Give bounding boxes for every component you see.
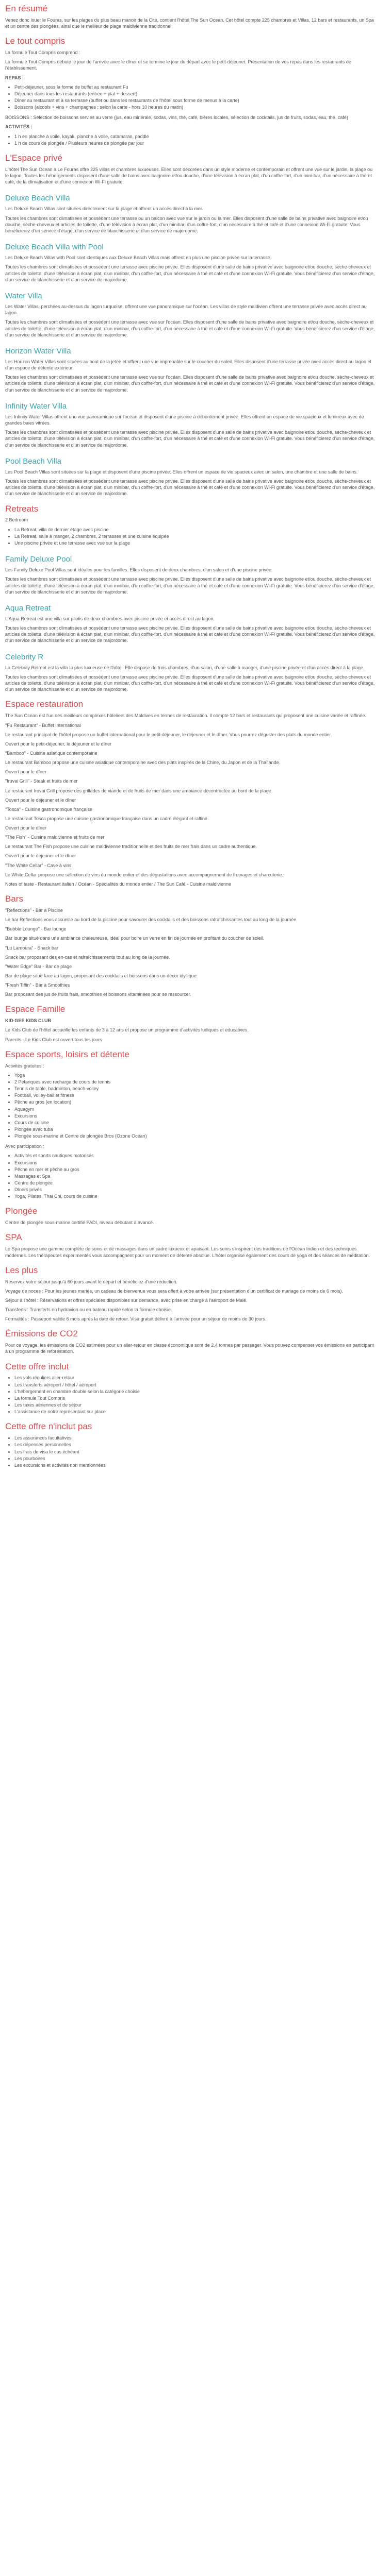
restaurant-hours: Ouvert pour le dîner — [5, 825, 47, 831]
list-item: • L'hébergement en chambre double selon la catégorie choisie — [14, 1388, 376, 1395]
intro-paragraph: Venez donc louer le Fouras, sur les plages du plus beau manoir de la Cité, contient l'hôtel The Sun Ocean. Cet hôtel compte 225 chambres et Villas, 12 bars et restaurants, un Spa et un centre des plongées, ainsi que le meilleur de plage maldivienne traditionnel. — [5, 17, 374, 29]
section-title-family: Espace Famille — [5, 1004, 66, 1014]
list-item: • Football, volley-ball et fitness — [14, 1092, 376, 1098]
diving-text: Centre de plongée sous-marine certifié PADI, niveau débutant à avancé. — [5, 1220, 154, 1226]
list-item: • Plongée sous-marine et Centre de plongée Bros (Ozone Ocean) — [14, 1133, 376, 1139]
list-item: • Boissons (alcools + vins + champagnes : selon la carte - hors 10 heures du matin) — [14, 104, 376, 110]
room-paragraph: L'Aqua Retreat est une villa sur pilotis de deux chambres avec piscine privée et accès direct au lagon. — [5, 616, 215, 622]
list-item: • Pêche en mer et pêche au gros — [14, 1166, 376, 1173]
restaurant-name: "Bamboo" - Cuisine asiatique contemporaine — [5, 750, 97, 756]
restaurant-desc: Le restaurant principal de l'hôtel propose un buffet international pour le petit-déjeuner, le déjeuner et le dîner. Vous pourrez déguster des plats du monde entier. — [5, 732, 332, 737]
list-item: • La formule Tout Compris — [14, 1395, 376, 1401]
room-paragraph: Toutes les chambres sont climatisées et possèdent une terrasse avec piscine privée. Elles disposent d'une salle de bains privative avec baignoire et/ou douche, sèche-cheveux et articles de toilette, d'une télévision à écran plat, d'un minibar, d'un coffre-fort, d'un nécessaire à thé et café et d'une connexion Wi-Fi gratuite. Vous bénéficierez d'un service d'étage, d'un service de blanchisserie et d'un service de majordome. — [5, 430, 375, 448]
list-item: • Excursions — [14, 1160, 376, 1166]
restaurant-desc: Le White Cellar propose une sélection de vins du monde entier et des dégustations avec accompagnement de fromages et charcuterie. — [5, 872, 283, 877]
room-title: Water Villa — [5, 291, 42, 300]
list-item: • Cours de cuisine — [14, 1120, 376, 1126]
restaurant-list — [5, 722, 376, 888]
restaurant-item — [5, 806, 376, 831]
section-title-restaurants: Espace restauration — [5, 699, 84, 709]
section-title-private-space: L'Espace privé — [5, 152, 62, 163]
bar-name: "Lu Lamoura" - Snack bar — [5, 945, 58, 951]
list-item: • Les taxes aériennes et de séjour — [14, 1402, 376, 1408]
section-title-bars: Bars — [5, 894, 23, 904]
list-item: • Dîners privés — [14, 1187, 376, 1193]
restaurant-name: "Tosca" - Cuisine gastronomique française — [5, 806, 92, 812]
room-title: Family Deluxe Pool — [5, 555, 72, 564]
restaurant-hours: Ouvert pour le déjeuner et le dîner — [5, 853, 76, 859]
list-item: • Tennis de table, badminton, beach-volley — [14, 1086, 376, 1092]
list-item: • Yoga — [14, 1072, 376, 1078]
list-item: • L'assistance de notre représentant sur place — [14, 1409, 376, 1415]
restaurant-hours: Notes of taste - Restaurant italien / Océan - Spécialités du monde entier / The Sun Café - Cuisine maldivienne — [5, 881, 232, 887]
bar-desc: Bar lounge situé dans une ambiance chaleureuse, idéal pour boire un verre en fin de journée en profitant du coucher de soleil. — [5, 936, 265, 941]
room-paragraph: Toutes les chambres sont climatisées et possèdent une terrasse avec piscine privée. Elles disposent d'une salle de bains privative avec baignoire et/ou douche, sèche-cheveux et articles de toilette, d'une télévision à écran plat, d'un minibar, d'un coffre-fort, d'un nécessaire à thé et café et d'une connexion Wi-Fi gratuite. Vous bénéficierez d'un service d'étage, d'un service de blanchisserie et d'un service de majordome. — [5, 674, 375, 692]
activities-label: ACTIVITÉS : — [5, 124, 32, 130]
list-item: • Plongée avec tuba — [14, 1126, 376, 1132]
section-title-extras: Les plus — [5, 1265, 38, 1275]
leisure-list — [5, 1072, 376, 1139]
section-title-leisure: Espace sports, loisirs et détente — [5, 1049, 129, 1059]
restaurant-item — [5, 750, 376, 775]
list-item: • 1 h de cours de plongée / Plusieurs heures de plongée par jour — [14, 140, 376, 146]
list-item: • Une piscine privée et une terrasse avec vue sur la plage — [14, 540, 376, 546]
family-bottom: Parents - Le Kids Club est ouvert tous les jours — [5, 1037, 102, 1042]
bar-list — [5, 907, 376, 997]
bar-item — [5, 907, 376, 923]
extra-line: Voyage de noces : Pour les jeunes mariés, un cadeau de bienvenue vous sera offert à votre arrivée (sur présentation d'un certificat de mariage de moins de 6 mois). — [5, 1288, 343, 1294]
extra-line: Séjour à l'hôtel : Réservations et offres spéciales disponibles sur demande, avec prise en charge à l'aéroport de Malé. — [5, 1297, 248, 1303]
list-item: • La Retreat, salle à manger, 2 chambres, 2 terrasses et une cuisine équipée — [14, 533, 376, 539]
room-title: Deluxe Beach Villa with Pool — [5, 243, 104, 252]
list-item: • 2 Pétanques avec recharge de cours de tennis — [14, 1079, 376, 1085]
section-title-intro: En résumé — [5, 4, 48, 13]
bar-desc: Bar de plage situé face au lagon, proposant des cocktails et boissons dans un décor idyllique. — [5, 973, 198, 978]
section-title-included: Cette offre inclut — [5, 1361, 69, 1371]
bar-desc: Bar proposant des jus de fruits frais, smoothies et boissons vitaminées pour se ressourcer. — [5, 992, 191, 997]
list-item: • Dîner au restaurant et à sa terrasse (buffet ou dans les restaurants de l'hôtel sous forme de menus à la carte) — [14, 97, 376, 104]
section-title-not-included: Cette offre n'inclut pas — [5, 1421, 92, 1432]
restaurant-name: "The Fish" - Cuisine maldivienne et fruits de mer — [5, 835, 105, 840]
list-item: • Déjeuner dans tous les restaurants (entrée + plat + dessert) — [14, 91, 376, 97]
list-item: • Excursions — [14, 1113, 376, 1119]
bar-desc: Snack bar proposant des en-cas et rafraîchissements tout au long de la journée. — [5, 954, 170, 960]
list-item: • Massages et Spa — [14, 1173, 376, 1179]
bar-item — [5, 963, 376, 979]
bar-item — [5, 982, 376, 997]
room-paragraph: Les Deluxe Beach Villas with Pool sont identiques aux Deluxe Beach Villas mais offrent en plus une piscine privée sur la terrasse. — [5, 255, 272, 261]
restaurant-hours: Ouvert pour le déjeuner et le dîner — [5, 797, 76, 803]
extra-line: Réservez votre séjour jusqu'à 60 jours avant le départ et bénéficiez d'une réduction. — [5, 1279, 178, 1284]
section-title-spa: SPA — [5, 1232, 22, 1243]
room-title: Deluxe Beach Villa — [5, 194, 70, 203]
list-item: • La Retreat, villa de dernier étage avec piscine — [14, 527, 376, 533]
leisure-paid-title: Avec participation : — [5, 1144, 44, 1149]
room-paragraph: Toutes les chambres sont climatisées et possèdent une terrasse avec vue sur l'océan. Elles disposent d'une salle de bains privative avec baignoire et/ou douche, sèche-cheveux et articles de toilette, d'une télévision à écran plat, d'un minibar, d'un coffre-fort, d'un nécessaire à thé et café et d'une connexion Wi-Fi gratuite. Vous bénéficierez d'un service d'étage, d'un service de blanchisserie et d'un service de majordome. — [5, 375, 375, 393]
list-item: • Pêche au gros (en location) — [14, 1099, 376, 1105]
meals-list — [5, 84, 376, 111]
list-item: • Les pourboires — [14, 1455, 376, 1462]
room-list-2 — [5, 554, 376, 692]
drinks-paragraph: BOISSONS : Sélection de boissons servies au verre (jus, eau minérale, sodas, vins, thé, café, bières locales, sélection de cocktails, jus de fruits, sodas, eau, thé, café) — [5, 115, 348, 121]
restaurant-name: "Iruvai Grill" - Steak et fruits de mer — [5, 778, 78, 784]
room-paragraph: Toutes les chambres sont climatisées et possèdent une terrasse avec vue sur l'océan. Elles disposent d'une salle de bains privative avec baignoire et/ou douche, sèche-cheveux et articles de toilette, d'une télévision à écran plat, d'un minibar, d'un coffre-fort, d'un nécessaire à thé et café et d'une connexion Wi-Fi gratuite. Vous bénéficierez d'un service d'étage, d'un service de blanchisserie et d'un service de majordome. — [5, 319, 375, 337]
restaurant-desc: Le restaurant Iruvai Grill propose des grillades de viande et de fruits de mer dans une ambiance décontractée au bord de la plage. — [5, 788, 273, 793]
leisure-intro: Activités gratuites : — [5, 1063, 44, 1069]
all-inclusive-meals-label: REPAS : — [5, 75, 24, 80]
room-list — [5, 193, 376, 497]
list-item: • Aquagym — [14, 1106, 376, 1112]
room-paragraph: Toutes les chambres sont climatisées et possèdent une terrasse avec piscine privée. Elles disposent d'une salle de bains privative avec baignoire et/ou douche, sèche-cheveux et articles de toilette, d'une télévision à écran plat, d'un minibar, d'un coffre-fort, d'un nécessaire à thé et café et d'une connexion Wi-Fi gratuite. Vous bénéficierez d'un service d'étage, d'un service de blanchisserie et d'un service de majordome. — [5, 625, 375, 643]
room-title: Pool Beach Villa — [5, 456, 61, 466]
bar-item — [5, 945, 376, 960]
restaurants-intro: The Sun Ocean est l'un des meilleurs complexes hôteliers des Maldives en termes de restauration. Il compte 12 bars et restaurants qui proposent une cuisine variée et raffinée. — [5, 713, 366, 719]
restaurant-name: "The White Cellar" - Cave à vins — [5, 862, 72, 868]
list-item: • Les frais de visa le cas échéant — [14, 1449, 376, 1455]
not-included-list — [5, 1435, 376, 1468]
list-item: • Centre de plongée — [14, 1180, 376, 1186]
room-paragraph: Toutes les chambres sont climatisées et possèdent une terrasse avec piscine privée. Elles disposent d'une salle de bains privative avec baignoire et/ou douche, sèche-cheveux et articles de toilette, d'une télévision à écran plat, d'un minibar, d'un coffre-fort, d'un nécessaire à thé et café et d'une connexion Wi-Fi gratuite. Vous bénéficierez d'un service d'étage, d'un service de blanchisserie et d'un service de majordome. — [5, 577, 375, 595]
list-item: • Les dépenses personnelles — [14, 1442, 376, 1448]
list-item: • Les vols réguliers aller-retour — [14, 1375, 376, 1381]
all-inclusive-p1: La formule Tout Compris comprend : — [5, 50, 80, 56]
room-paragraph: Les Deluxe Beach Villas sont situées directement sur la plage et offrent un accès direct à la mer. — [5, 206, 203, 212]
family-intro: Le Kids Club de l'hôtel accueille les enfants de 3 à 12 ans et propose un programme d'activités ludiques et éducatives. — [5, 1027, 249, 1033]
restaurant-item — [5, 722, 376, 747]
list-item: • Les transferts aéroport / hôtel / aéroport — [14, 1382, 376, 1388]
section-title-all-inclusive: Le tout compris — [5, 36, 66, 46]
extra-line: Formalités : Passeport valide 6 mois après la date de retour. Visa gratuit délivré à l'arrivée pour un séjour de moins de 30 jours. — [5, 1316, 267, 1322]
room-paragraph: Les Family Deluxe Pool Villas sont idéales pour les familles. Elles disposent de deux chambres, d'un salon et d'une piscine privée. — [5, 567, 273, 573]
room-paragraph: Toutes les chambres sont climatisées et possèdent une terrasse avec piscine privée. Elles disposent d'une salle de bains privative avec baignoire et/ou douche, sèche-cheveux et articles de toilette, d'une télévision à écran plat, d'un minibar, d'un coffre-fort, d'un nécessaire à thé et café et d'une connexion Wi-Fi gratuite. Vous bénéficierez d'un service d'étage, d'un service de blanchisserie et d'un service de majordome. — [5, 479, 375, 497]
restaurant-item — [5, 778, 376, 803]
section-title-emissions: Émissions de CO2 — [5, 1329, 78, 1339]
room-title: Celebrity R — [5, 652, 44, 662]
restaurant-hours: Ouvert pour le dîner — [5, 769, 47, 775]
list-item: • Les assurances facultatives — [14, 1435, 376, 1441]
bar-name: "Reflections" - Bar à Piscine — [5, 907, 63, 913]
bar-name: "Fresh Tiffin" - Bar à Smoothies — [5, 982, 70, 988]
restaurant-item — [5, 834, 376, 859]
spa-text: Le Spa propose une gamme complète de soins et de massages dans un cadre luxueux et apaisant. Les soins s'inspirent des traditions de l'Océan Indien et des techniques modernes. Les thérapeutes expérimentés vous accompagnent pour un moment de détente absolue. L'hôtel organise également des cours de yoga et des séances de méditation. — [5, 1246, 370, 1258]
retreats-intro: 2 Bedroom — [5, 517, 28, 523]
room-title: Aqua Retreat — [5, 603, 51, 613]
section-title-diving: Plongée — [5, 1206, 38, 1216]
room-paragraph: Toutes les chambres sont climatisées et possèdent une terrasse ou un balcon avec vue sur le jardin ou la mer. Elles disposent d'une salle de bains privative avec baignoire et/ou douche, sèche-cheveux et articles de toilette, d'une télévision à écran plat, d'un minibar, d'un coffre-fort, d'un nécessaire à thé et café et d'une connexion Wi-Fi gratuite. Vous bénéficierez d'un service d'étage, d'un service de blanchisserie et d'un service de majordome. — [5, 215, 368, 233]
room-paragraph: Les Water Villas, perchées au-dessus du lagon turquoise, offrent une vue panoramique sur l'océan. Les villas de style maldivien offrent une terrasse privée avec accès direct au lagon. — [5, 304, 367, 316]
restaurant-desc: Le restaurant Tosca propose une cuisine gastronomique française dans un cadre élégant et raffiné. — [5, 816, 209, 821]
leisure-paid-list — [5, 1153, 376, 1199]
room-title: Horizon Water Villa — [5, 346, 71, 355]
restaurant-desc: Le restaurant Bamboo propose une cuisine asiatique contemporaine avec des plats inspirés de la Chine, du Japon et de la Thaïlande. — [5, 760, 281, 766]
extra-line: Transferts : Transferts en hydravion ou en bateau rapide selon la formule choisie. — [5, 1307, 172, 1313]
room-paragraph: Les Pool Beach Villas sont situées sur la plage et disposent d'une piscine privée. Elles offrent un espace de vie spacieux avec un salon, une chambre et une salle de bains. — [5, 469, 358, 474]
all-inclusive-p2: La formule Tout Compris débute le jour de l'arrivée avec le dîner et se termine le jour du départ avec le petit-déjeuner. Présentation de vos repas dans les restaurants de l'établissement. — [5, 59, 351, 71]
list-item: • Les excursions et activités non mentionnées — [14, 1462, 376, 1468]
bar-item — [5, 926, 376, 941]
bar-desc: Le bar Reflections vous accueille au bord de la piscine pour savourer des cocktails et des boissons rafraîchissantes tout au long de la journée. — [5, 917, 298, 923]
emissions-text: Pour ce voyage, les émissions de CO2 estimées pour un aller-retour en classe économique sont de 2,4 tonnes par passager. Vous pouvez compenser vos émissions en participant à un programme de reforestation. — [5, 1343, 374, 1354]
restaurant-name: "Fu Restaurant" - Buffet International — [5, 722, 81, 728]
activities-list — [5, 133, 376, 146]
room-paragraph: La Celebrity Retreat est la villa la plus luxueuse de l'hôtel. Elle dispose de trois chambres, d'un salon, d'une salle à manger, d'une piscine privée et d'un accès direct à la plage. — [5, 665, 365, 670]
restaurant-item — [5, 862, 376, 887]
included-list — [5, 1375, 376, 1415]
restaurant-hours: Ouvert pour le petit-déjeuner, le déjeuner et le dîner — [5, 741, 112, 747]
restaurant-desc: Le restaurant The Fish propose une cuisine maldivienne traditionnelle et des fruits de mer frais dans un cadre authentique. — [5, 844, 257, 850]
room-paragraph: Toutes les chambres sont climatisées et possèdent une terrasse avec piscine privée. Elles disposent d'une salle de bains privative avec baignoire et/ou douche, sèche-cheveux et articles de toilette, d'une télévision à écran plat, d'un minibar, d'un coffre-fort, d'un nécessaire à thé et café et d'une connexion Wi-Fi gratuite. Vous bénéficierez d'un service d'étage, d'un service de blanchisserie et d'un service de majordome. — [5, 264, 375, 282]
list-item: • 1 h en planche à voile, kayak, planche à voile, catamaran, paddle — [14, 133, 376, 140]
retreats-list — [5, 527, 376, 546]
room-title: Infinity Water Villa — [5, 401, 67, 411]
room-paragraph: Les Infinity Water Villas offrent une vue panoramique sur l'océan et disposent d'une piscine à débordement privée. Elles offrent un espace de vie spacieux et lumineux avec de grandes baies vitrées. — [5, 414, 364, 426]
list-item: • Activités et sports nautiques motorisés — [14, 1153, 376, 1159]
bar-name: "Bubble Lounge" - Bar lounge — [5, 926, 67, 932]
private-space-paragraph: L'hôtel The Sun Ocean à Le Fouras offre 225 villas et chambres luxueuses. Elles sont décorées dans un style moderne et contemporain et offrent une vue sur le jardin, la plage ou le lagon. Toutes les hébergements disposent d'une salle de bains avec baignoire et/ou douche, d'une télévision à écran plat, d'un coffre-fort, d'un mini-bar, d'un nécessaire à thé et café, de la climatisation et d'une connexion Wi-Fi gratuite. — [5, 166, 373, 185]
bar-name: "Water Edge" Bar - Bar de plage — [5, 963, 72, 969]
room-paragraph: Les Horizon Water Villas sont situées au bout de la jetée et offrent une vue imprenable sur le coucher du soleil. Elles disposent d'une terrasse privée avec accès direct au lagon et d'un espace de détente extérieur. — [5, 359, 371, 371]
family-subtitle: KID-GEE KIDS CLUB — [5, 1018, 52, 1024]
extras-list — [5, 1279, 376, 1323]
list-item: • Yoga, Pilates, Thai Chi, cours de cuisine — [14, 1193, 376, 1199]
section-title-retreats: Retreats — [5, 503, 39, 514]
list-item: • Petit-déjeuner, sous la forme de buffet au restaurant Fu — [14, 84, 376, 90]
